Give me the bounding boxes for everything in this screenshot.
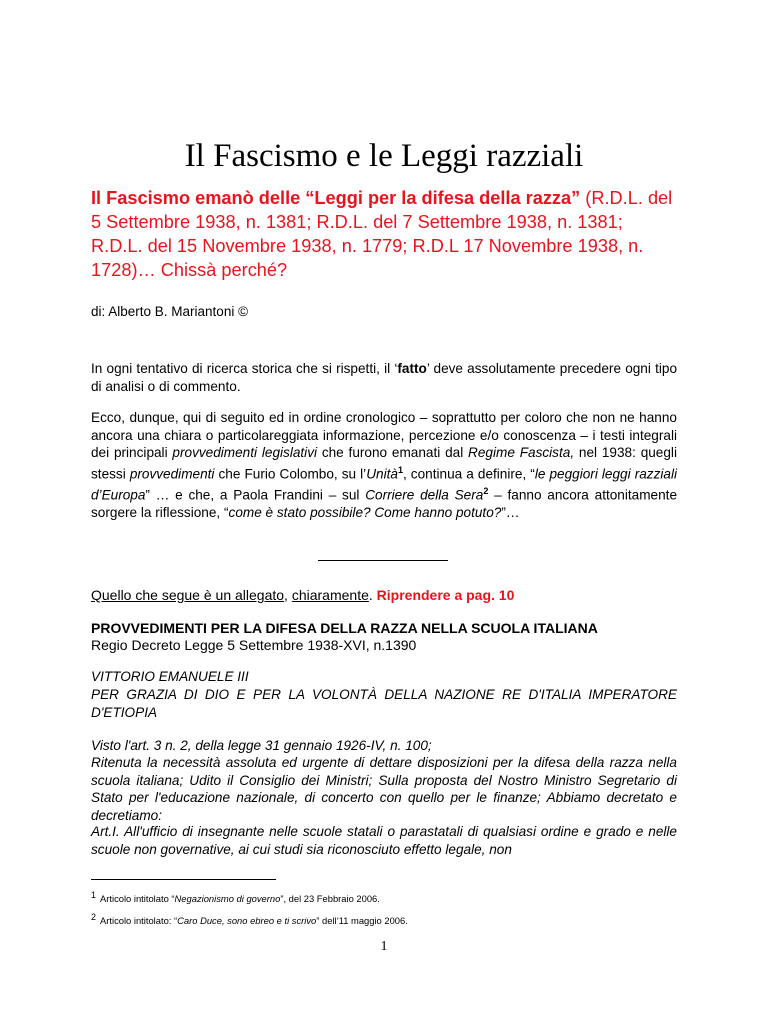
section-separator	[318, 560, 448, 561]
para2-i3: provvedimenti	[129, 466, 215, 482]
para2-t2: che furono emanati dal	[317, 445, 469, 461]
para2-i4: Unità	[366, 466, 398, 482]
decree-reference: Regio Decreto Legge 5 Settembre 1938-XVI, n.1390	[91, 637, 417, 653]
para2-t8: ”…	[501, 505, 520, 521]
footnote-1-italic: Negazionismo di governo	[174, 893, 281, 904]
paragraph-intro	[91, 360, 677, 395]
footnote-2-italic: Caro Duce, sono ebreo e ti scrivo	[177, 915, 317, 926]
footnote-2-text-b: ” dell’11 maggio 2006.	[316, 915, 408, 926]
para2-t3: nel 1938: quegli stessi	[91, 445, 677, 482]
para2-t6: ” … e che, a Paola Frandini – sul	[145, 487, 366, 503]
para2-i7: come è stato possibile? Come hanno potuto?	[228, 505, 502, 521]
ritenuta-clause: Ritenuta la necessità assoluta ed urgente di dettare disposizioni per la difesa della razza nella scuola italiana; Udito il Consiglio dei Ministri; Sulla proposta del Nostro Ministro Segretario di Stato per l'educazione nazionale, di concerto con quello per le finanze; Abbiamo decretato e decretiamo:	[91, 755, 677, 823]
para2-i5: le peggiori leggi razziali d’Europa	[91, 466, 677, 503]
attachment-note	[91, 586, 514, 604]
footnote-separator	[91, 879, 276, 880]
para1-text-a: In ogni tentativo di ricerca storica che si rispetti, il ‘	[91, 361, 398, 376]
para2-t1: Ecco, dunque, qui di seguito ed in ordine cronologico – soprattutto per coloro che non ne hanno ancora una chiara o particolareggiata informazione, percezione e/o conoscenza – i testi integrali dei principali	[91, 410, 677, 461]
para1-text-c: ’ deve assolutamente precedere ogni tipo di analisi o di commento.	[91, 361, 677, 394]
king-title: PER GRAZIA DI DIO E PER LA VOLONTÀ DELLA NAZIONE RE D'ITALIA IMPERATORE D'ETIOPIA	[91, 687, 677, 720]
footnote-ref-2[interactable]: 2	[483, 485, 489, 496]
subtitle-bold-a: Il Fascismo emanò delle “	[91, 188, 315, 208]
king-name: VITTORIO EMANUELE III	[91, 669, 249, 684]
subtitle-bold-c: ”	[571, 188, 581, 208]
footnote-1	[91, 889, 380, 905]
visto-clause: Visto l'art. 3 n. 2, della legge 31 gennaio 1926-IV, n. 100;	[91, 738, 432, 753]
author-line: di: Alberto B. Mariantoni ©	[91, 304, 249, 319]
footnote-2-number: 2	[91, 912, 97, 922]
attachment-underlined-2: chiaramente	[291, 587, 369, 603]
para2-t7: – fanno ancora attonitamente sorgere la riflessione, “	[91, 487, 678, 521]
footnote-1-text-a: Articolo intitolato “	[100, 893, 175, 904]
footnote-2	[91, 911, 408, 927]
para2-i2: Regime Fascista,	[468, 445, 575, 461]
para2-i6: Corriere della Sera	[365, 487, 484, 503]
paragraph-main	[91, 409, 677, 522]
subtitle-rest: (R.D.L. del 5 Settembre 1938, n. 1381; R.D.L. del 7 Settembre 1938, n. 1381; R.D.L. del 15 Novembre 1938, n. 1779; R.D.L 17 Novembre 1938, n. 1728)… Chissà perché?	[91, 188, 673, 280]
footnote-2-text-a: Articolo intitolato: “	[100, 915, 178, 926]
attachment-text-1: ,	[284, 587, 292, 603]
subtitle	[91, 186, 677, 282]
footnote-1-number: 1	[91, 890, 97, 900]
section-heading: PROVVEDIMENTI PER LA DIFESA DELLA RAZZA NELLA SCUOLA ITALIANA	[91, 620, 598, 636]
para2-t4: che Furio Colombo, su l’	[214, 466, 367, 482]
resume-note: Riprendere a pag. 10	[376, 587, 515, 603]
subtitle-bold-b: Leggi per la difesa della razza	[314, 188, 572, 208]
footnote-1-text-b: ”, del 23 Febbraio 2006.	[280, 893, 380, 904]
para1-bold: fatto	[397, 361, 427, 376]
footnote-ref-1[interactable]: 1	[397, 464, 403, 475]
para2-t5: , continua a definire, “	[402, 466, 535, 482]
para2-i1: provvedimenti legislativi	[172, 445, 318, 461]
attachment-underlined-1: Quello che segue è un allegato	[91, 587, 285, 603]
attachment-text-2: .	[368, 587, 377, 603]
page-number: 1	[380, 939, 388, 954]
article-1: Art.I. All'ufficio di insegnante nelle scuole statali o parastatali di qualsiasi ordine e grado e nelle scuole non governative, ai cui studi sia riconosciuto effetto legale, non	[91, 824, 677, 857]
page-title: Il Fascismo e le Leggi razziali	[184, 138, 584, 174]
